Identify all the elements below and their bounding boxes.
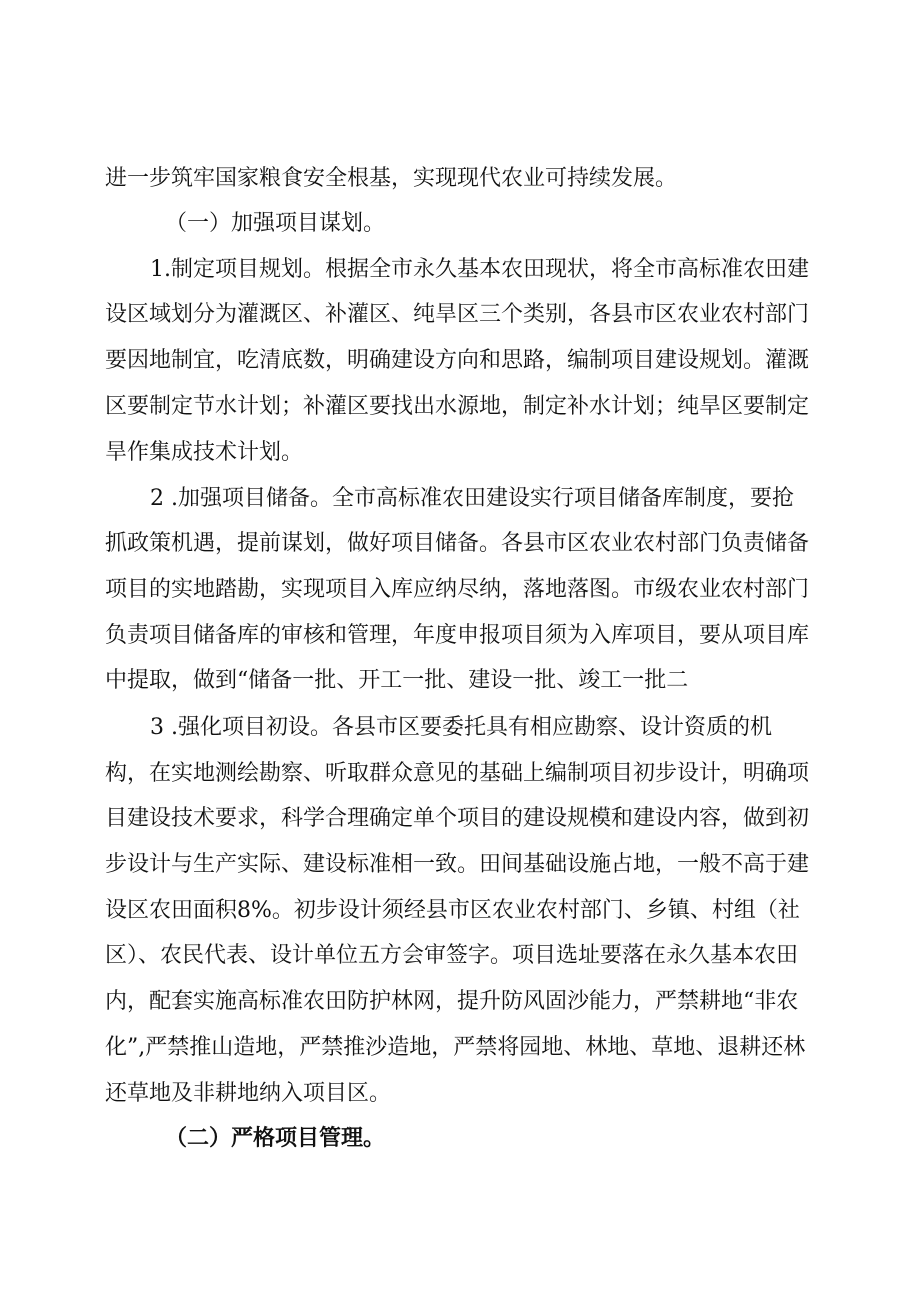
paragraph-line: 还草地及非耕地纳入项目区。	[105, 1081, 392, 1106]
paragraph-line: 目建设技术要求，科学合理确定单个项目的建设规模和建设内容，做到初	[105, 806, 810, 831]
paragraph-line: 设区农田面积8%。初步设计须经县市区农业农村部门、乡镇、村组（社	[105, 898, 800, 923]
paragraph-line: 步设计与生产实际、建设标准相一致。田间基础设施占地，一般不高于建	[105, 852, 810, 877]
paragraph-line: 化”,严禁推山造地，严禁推沙造地，严禁将园地、林地、草地、退耕还林	[105, 1035, 806, 1060]
section-heading: （一）加强项目谋划。	[165, 211, 386, 236]
paragraph-line: 中提取，做到“储备一批、开工一批、建设一批、竣工一批二	[105, 668, 689, 693]
paragraph-line: 设区域划分为灌溉区、补灌区、纯旱区三个类别，各县市区农业农村部门	[105, 302, 810, 327]
paragraph-line: 1.制定项目规划。根据全市永久基本农田现状，将全市高标准农田建	[150, 257, 809, 282]
paragraph-line: 区要制定节水计划；补灌区要找出水源地，制定补水计划；纯旱区要制定	[105, 394, 810, 419]
paragraph-line: 旱作集成技术计划。	[105, 440, 304, 465]
paragraph-line: 内，配套实施高标准农田防护林网，提升防风固沙能力，严禁耕地“非农	[105, 989, 799, 1014]
paragraph-line: 2 .加强项目储备。全市高标准农田建设实行项目储备库制度，要抢	[150, 486, 794, 511]
paragraph-line: 进一步筑牢国家粮食安全根基，实现现代农业可持续发展。	[105, 166, 678, 191]
paragraph-line: 要因地制宜，吃清底数，明确建设方向和思路，编制项目建设规划。灌溉	[105, 348, 810, 373]
section-heading: （二）严格项目管理。	[165, 1126, 386, 1151]
paragraph-line: 项目的实地踏勘，实现项目入库应纳尽纳，落地落图。市级农业农村部门	[105, 577, 810, 602]
paragraph-line: 3 .强化项目初设。各县市区要委托具有相应勘察、设计资质的机	[150, 715, 772, 740]
paragraph-line: 抓政策机遇，提前谋划，做好项目储备。各县市区农业农村部门负责储备	[105, 531, 810, 556]
paragraph-line: 区）、农民代表、设计单位五方会审签字。项目选址要落在永久基本农田	[105, 943, 799, 968]
paragraph-line: 负责项目储备库的审核和管理，年度申报项目须为入库项目，要从项目库	[105, 623, 810, 648]
paragraph-line: 构，在实地测绘勘察、听取群众意见的基础上编制项目初步设计，明确项	[105, 761, 810, 786]
